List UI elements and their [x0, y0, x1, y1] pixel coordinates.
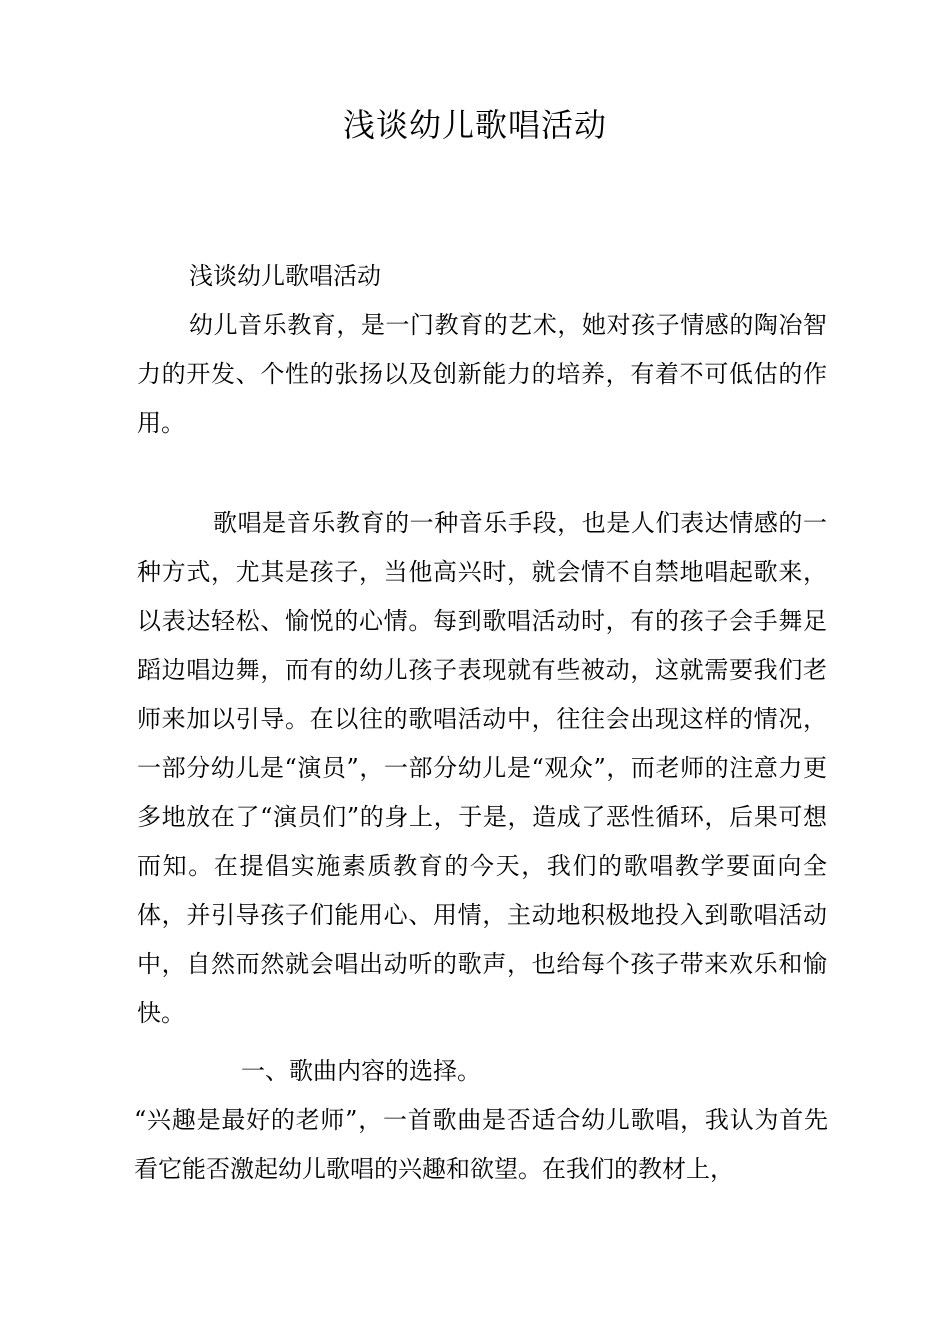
document-title: 浅谈幼儿歌唱活动 [342, 106, 607, 144]
document-subtitle: 浅谈幼儿歌唱活动 [189, 262, 381, 290]
paragraph-singing: 歌唱是音乐教育的一种音乐手段，也是人们表达情感的一种方式，尤其是孩子，当他高兴时，就会情不自禁地唱起歌来，以表达轻松、愉悦的心情。每到歌唱活动时，有的孩子会手舞足蹈边唱边舞，而有的幼儿孩子表现就有些被动，这就需要我们老师来加以引导。在以往的歌唱活动中，往往会出现这样的情况，一部分幼儿是“演员”，一部分幼儿是“观众”，而老师的注意力更多地放在了“演员们”的身上，于是，造成了恶性循环，后果可想而知。在提倡实施素质教育的今天，我们的歌唱教学要面向全体，并引导孩子们能用心、用情，主动地积极地投入到歌唱活动中，自然而然就会唱出动听的歌声，也给每个孩子带来欢乐和愉快。 [137, 509, 827, 1027]
paragraph-intro: 幼儿音乐教育，是一门教育的艺术，她对孩子情感的陶冶智力的开发、个性的张扬以及创新能力的培养，有着不可低估的作用。 [137, 311, 827, 437]
section-heading: 一、歌曲内容的选择。 [241, 1057, 481, 1085]
section-paragraph: “兴趣是最好的老师”，一首歌曲是否适合幼儿歌唱，我认为首先看它能否激起幼儿歌唱的兴趣和欲望。在我们的教材上， [134, 1106, 828, 1183]
